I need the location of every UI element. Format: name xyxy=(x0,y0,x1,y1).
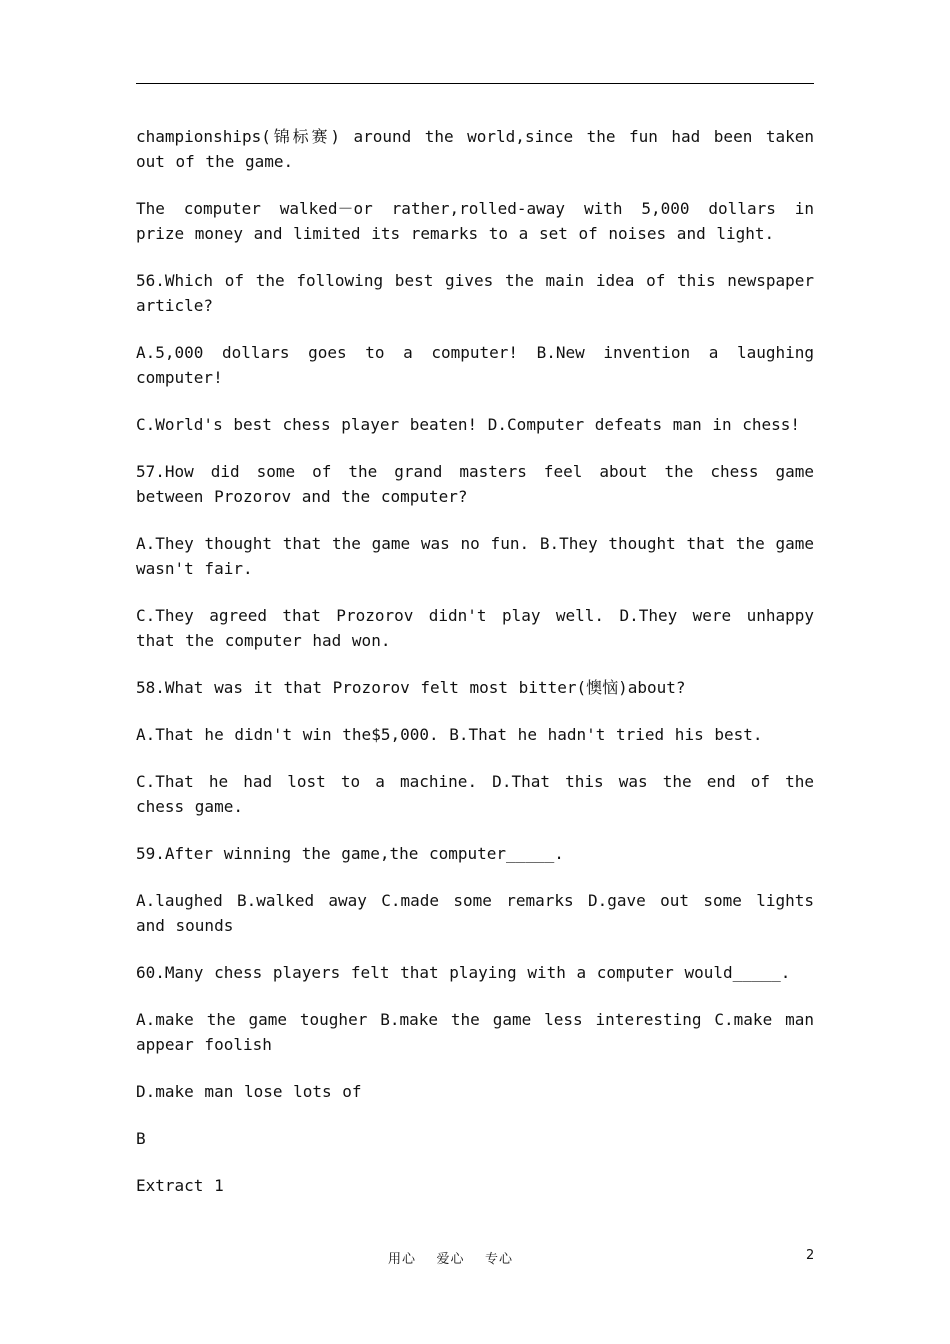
extract-heading: Extract 1 xyxy=(136,1176,224,1195)
question-58-options-cd: C.That he had lost to a machine. D.That this was the end of the chess game. xyxy=(136,772,814,816)
question-59: 59.After winning the game,the computer_____. xyxy=(136,844,564,863)
paragraph-computer-walked: The computer walked－or rather,rolled-away with 5,000 dollars in prize money and limited its remarks to a set of noises and light. xyxy=(136,199,814,243)
question-57-options-cd: C.They agreed that Prozorov didn't play well. D.They were unhappy that the computer had won. xyxy=(136,606,814,650)
question-56: 56.Which of the following best gives the main idea of this newspaper article? xyxy=(136,271,814,315)
header-rule xyxy=(136,83,814,84)
question-60-option-d: D.make man lose lots of xyxy=(136,1082,362,1101)
question-57: 57.How did some of the grand masters feel about the chess game between Prozorov and the computer? xyxy=(136,462,814,506)
paragraph-continuation: championships(锦标赛) around the world,since the fun had been taken out of the game. xyxy=(136,127,814,171)
question-58-options-ab: A.That he didn't win the$5,000. B.That he hadn't tried his best. xyxy=(136,725,763,744)
page-number: 2 xyxy=(806,1248,815,1263)
footer-motto: 用心 爱心 专心 xyxy=(388,1252,514,1267)
question-56-options-ab: A.5,000 dollars goes to a computer! B.New invention a laughing computer! xyxy=(136,343,814,387)
document-body xyxy=(136,124,814,1220)
question-60: 60.Many chess players felt that playing with a computer would_____. xyxy=(136,963,791,982)
section-label-b: B xyxy=(136,1129,146,1148)
question-58: 58.What was it that Prozorov felt most bitter(懊恼)about? xyxy=(136,678,686,697)
question-59-options: A.laughed B.walked away C.made some remarks D.gave out some lights and sounds xyxy=(136,891,814,935)
question-60-options-abc: A.make the game tougher B.make the game less interesting C.make man appear foolish xyxy=(136,1010,814,1054)
question-56-options-cd: C.World's best chess player beaten! D.Computer defeats man in chess! xyxy=(136,415,801,434)
question-57-options-ab: A.They thought that the game was no fun. B.They thought that the game wasn't fair. xyxy=(136,534,814,578)
